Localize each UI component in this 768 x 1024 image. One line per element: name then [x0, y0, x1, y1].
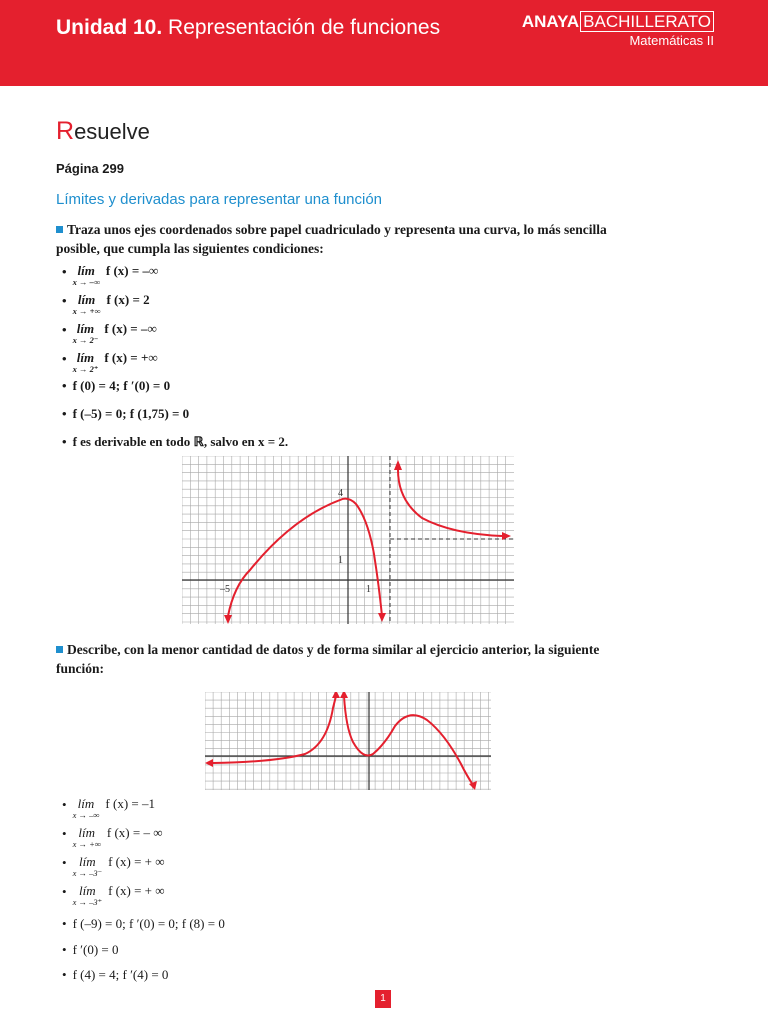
arrow-down-icon: [224, 615, 232, 624]
condition-expr: f (x) = +∞: [104, 350, 158, 365]
condition-expr: f (x) = –∞: [104, 321, 157, 336]
arrow-left-icon: [205, 759, 213, 767]
condition-expr: f (4) = 4; f ′(4) = 0: [72, 967, 169, 982]
publisher-brand: [522, 12, 714, 48]
page-header: [0, 0, 768, 86]
condition-expr: f (–5) = 0; f (1,75) = 0: [72, 406, 190, 421]
label-x-minus-5: –5: [220, 584, 230, 595]
curve-left-branch: [228, 499, 382, 616]
exercise-2-text: Describe, con la menor cantidad de datos y de forma similar al ejercicio anterior, la siguiente función:: [56, 642, 600, 676]
condition-expr: f (x) = 2: [106, 292, 150, 307]
condition: • lím x → 2⁺ f (x) = +∞: [62, 350, 158, 374]
condition-expr: f es derivable en todo ℝ, salvo en x = 2.: [72, 434, 289, 449]
condition: • lím x → +∞ f (x) = 2: [62, 292, 150, 316]
condition: • lím x → –3⁺ f (x) = + ∞: [62, 883, 165, 907]
condition-expr: f (x) = –1: [105, 796, 155, 811]
section-title-rest: esuelve: [74, 119, 150, 144]
subheading: Límites y derivadas para representar una función: [56, 191, 383, 208]
condition: • f (0) = 4; f ′(0) = 0: [62, 378, 171, 393]
page-number: 1: [375, 990, 391, 1008]
lim-subscript: x → +∞: [72, 839, 101, 849]
lim-word: lím: [77, 796, 95, 811]
condition: • f (–5) = 0; f (1,75) = 0: [62, 406, 190, 421]
arrow-up-icon: [394, 460, 402, 470]
condition: • f (–9) = 0; f ′(0) = 0; f (8) = 0: [62, 916, 225, 931]
lim-subscript: x → –3⁻: [72, 868, 103, 878]
exercise-1-text: Traza unos ejes coordenados sobre papel cuadriculado y representa una curva, lo más sencilla posible, que cumpla las siguientes condiciones:: [56, 222, 607, 256]
label-y-1: 1: [338, 555, 343, 566]
lim-subscript: x → –3⁺: [72, 897, 103, 907]
lim-subscript: x → 2⁻: [72, 335, 99, 345]
condition-expr: f (x) = – ∞: [106, 825, 163, 840]
lim-word: lím: [77, 292, 96, 307]
exercise-2-statement: [56, 640, 630, 678]
condition-expr: f (0) = 4; f ′(0) = 0: [72, 378, 171, 393]
brand-anaya: ANAYA: [521, 12, 580, 31]
lim-word: lím: [79, 883, 96, 898]
condition: • f es derivable en todo ℝ, salvo en x = 2.: [62, 434, 289, 449]
lim-word: lím: [76, 321, 95, 336]
page-label: Página 299: [56, 161, 124, 176]
arrow-up-icon: [340, 692, 348, 698]
section-title: [56, 117, 150, 146]
condition-expr: f (x) = + ∞: [108, 883, 165, 898]
label-y-4: 4: [338, 488, 343, 499]
brand-subject: Matemáticas II: [629, 33, 714, 48]
condition-expr: f (–9) = 0; f ′(0) = 0; f (8) = 0: [72, 916, 225, 931]
bullet-square-icon: [56, 226, 63, 233]
lim-word: lím: [78, 825, 96, 840]
lim-subscript: x → –∞: [72, 810, 100, 820]
lim-subscript: x → –∞: [72, 277, 100, 287]
section-title-cap: R: [56, 117, 75, 145]
condition-expr: f (x) = + ∞: [108, 854, 165, 869]
condition-expr: f ′(0) = 0: [72, 942, 119, 957]
condition: • f ′(0) = 0: [62, 942, 119, 957]
curve-right-branch: [398, 470, 502, 536]
condition: • f (4) = 4; f ′(4) = 0: [62, 967, 169, 982]
graph-grid: [205, 692, 491, 790]
label-x-1: 1: [366, 584, 371, 595]
graph-exercise-2: [205, 692, 491, 790]
graph-exercise-1: [182, 456, 514, 624]
condition: • lím x → –∞ f (x) = –∞: [62, 263, 159, 287]
unit-name: Representación de funciones: [168, 16, 441, 39]
unit-number: Unidad 10.: [56, 16, 163, 39]
brand-bachillerato: BACHILLERATO: [580, 11, 714, 32]
curve-left-branch: [213, 696, 336, 763]
condition: • lím x → 2⁻ f (x) = –∞: [62, 321, 157, 345]
exercise-1-statement: [56, 220, 630, 258]
condition: • lím x → –∞ f (x) = –1: [62, 796, 155, 820]
lim-word: lím: [76, 350, 95, 365]
arrow-up-icon: [332, 692, 340, 698]
arrow-down-icon: [378, 613, 386, 622]
lim-word: lím: [77, 263, 95, 278]
condition-expr: f (x) = –∞: [105, 263, 159, 278]
brand-logo: [522, 12, 714, 32]
condition: • lím x → –3⁻ f (x) = + ∞: [62, 854, 165, 878]
unit-title: [56, 16, 440, 40]
bullet-square-icon: [56, 646, 63, 653]
condition: • lím x → +∞ f (x) = – ∞: [62, 825, 163, 849]
lim-word: lím: [79, 854, 96, 869]
lim-subscript: x → +∞: [72, 306, 101, 316]
lim-subscript: x → 2⁺: [72, 364, 99, 374]
